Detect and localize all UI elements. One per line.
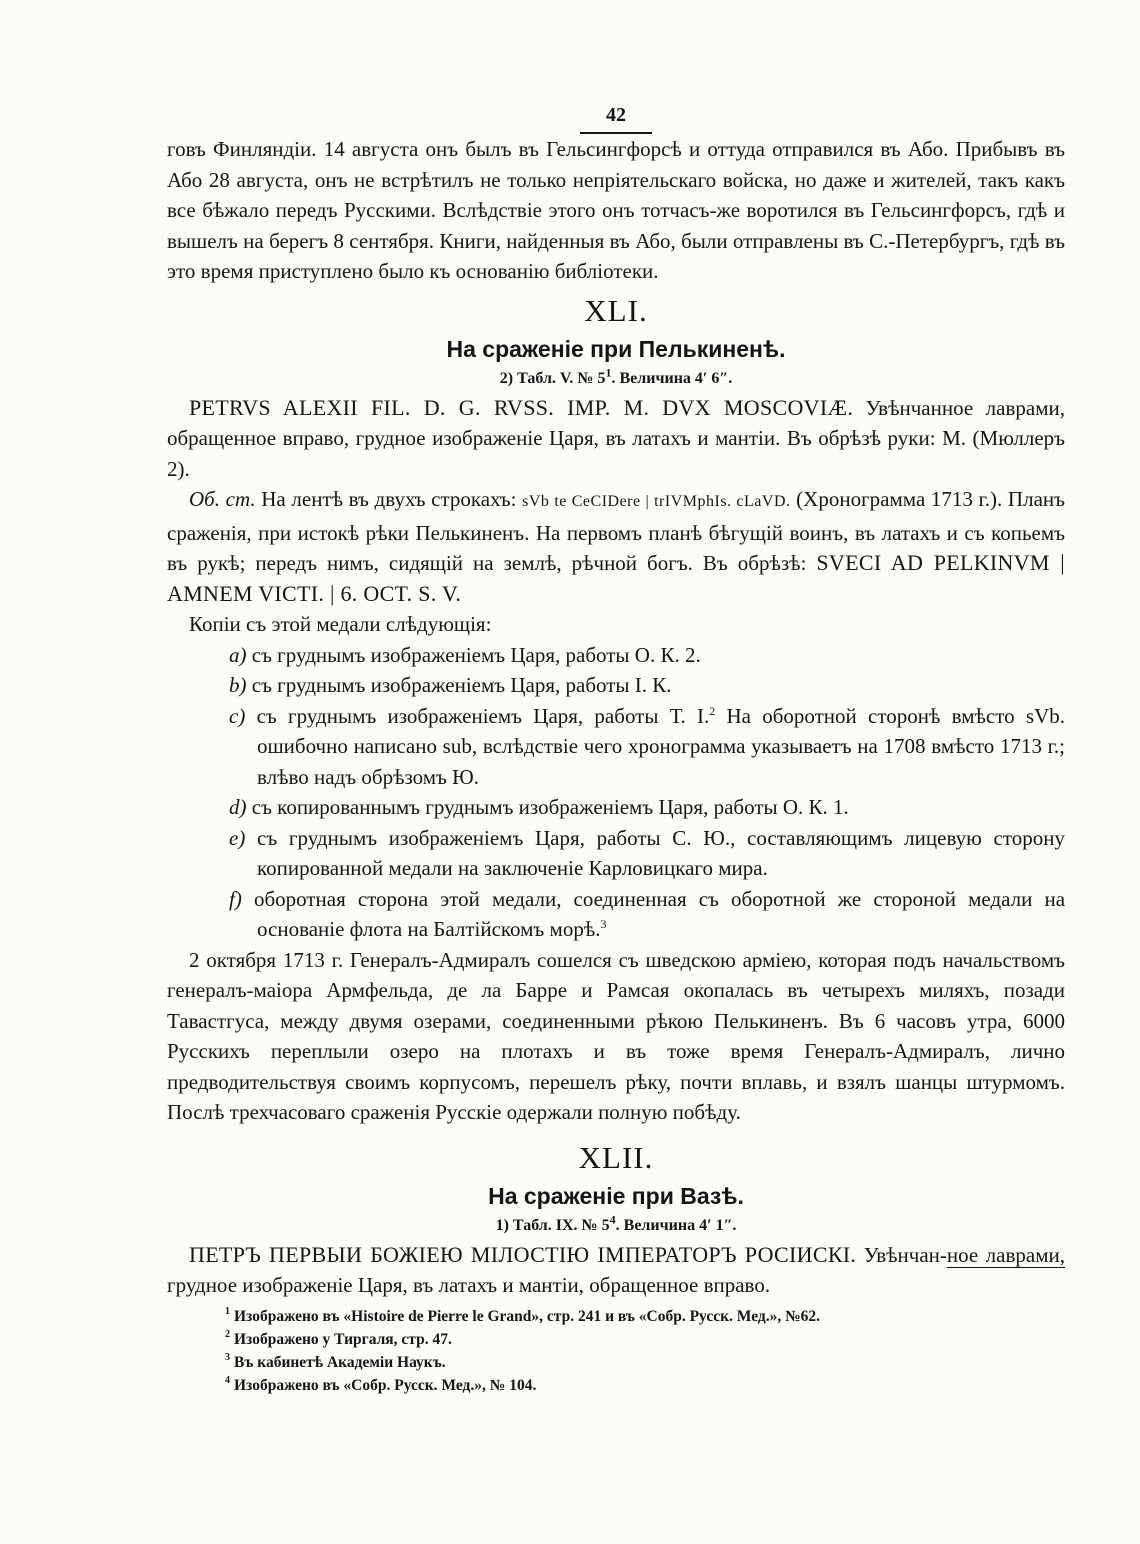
section-41-obverse: PETRVS ALEXII FIL. D. G. RVSS. IMP. M. DVX MOSCOVIÆ. Увѣнчанное лаврами, обращенное вправо, грудное изображеніе Царя, въ латахъ и мантіи. Въ обрѣзѣ руки: М. (Мюллеръ 2). <box>167 394 1065 481</box>
list-item: a) съ груднымъ изображеніемъ Царя, работы О. К. 2. <box>229 642 701 667</box>
section-41-title: На сраженіе при Пелькиненѣ. <box>446 335 786 362</box>
obverse-legend: ПЕТРЪ ПЕРВЫИ БОЖІЕЮ МІЛОСТІЮ ІМПЕРАТОРЪ РОСІИСКІ. <box>189 1241 857 1267</box>
obverse-legend: PETRVS ALEXII FIL. D. G. RVSS. IMP. M. DVX MOSCOVIÆ. <box>189 394 854 420</box>
exergue-legend: SVECI AD PELKINVM | AMNEM VICTI. | 6. OCT. S. V. <box>167 550 1065 606</box>
footnote: $^3$ Въ кабинетѣ Академіи Наукъ. <box>225 1352 446 1371</box>
section-41-number: XLI. <box>584 292 648 328</box>
reverse-label: Об. ст. <box>189 487 256 511</box>
list-item: e) съ груднымъ изображеніемъ Царя, работы С. Ю., составляющимъ лицевую сторону копированной медали на заключеніе Карловицкаго мира. <box>229 825 1066 880</box>
list-item: d) съ копированнымъ груднымъ изображеніемъ Царя, работы О. К. 1. <box>229 795 849 819</box>
list-item: f) оборотная сторона этой медали, соединенная съ оборотной же стороной медали на основаніе флота на Балтійскомъ морѣ.$^3$ <box>229 886 1066 941</box>
section-42-reference: 1) Табл. IX. № $5^4$. Величина 4′ 1″. <box>495 1212 737 1234</box>
copies-intro: Копіи съ этой медали слѣдующія: <box>189 612 492 636</box>
section-42-number: XLII. <box>578 1139 654 1175</box>
intro-paragraph: говъ Финляндіи. 14 августа онъ былъ въ Гельсингфорсѣ и оттуда отправился въ Або. Прибывъ въ Або 28 августа, онъ не встрѣтилъ не только непріятельскаго войска, но даже и жителей, такъ какъ все бѣжало передъ Русскими. Вслѣдствіе этого онъ тотчасъ-же воротился въ Гельсингфорсъ, гдѣ и вышелъ на берегъ 8 сентября. Книги, найденныя въ Або, были отправлены въ С.-Петербургъ, гдѣ въ это время приступлено было къ основанію библіотеки. <box>167 137 1065 283</box>
list-item: c) съ груднымъ изображеніемъ Царя, работы Т. І.$^2$ На оборотной сторонѣ вмѣсто sVb. ошибочно написано sub, вслѣдствіе чего хронограмма указываетъ на 1708 вмѣсто 1713 г.; влѣво надъ обрѣзомъ Ю. <box>229 703 1065 789</box>
variants-list <box>167 640 1065 945</box>
history-paragraph: 2 октября 1713 г. Генералъ-Адмиралъ сошелся съ шведскою арміею, которая подъ начальствомъ генералъ-маіора Армфельда, де ла Барре и Рамсая окопалась въ четырехъ миляхъ, позади Тавастгуса, между двумя озерами, соединенными рѣкою Пелькиненъ. Въ 6 часовъ утра, 6000 Русскихъ переплыли озеро на плотахъ и въ тоже время Генералъ-Адмиралъ, лично предводительствуя своимъ корпусомъ, перешелъ рѣку, почти вплавь, и взялъ шанцы штурмомъ. Послѣ трехчасоваго сраженія Русскіе одержали полную побѣду. <box>167 947 1065 1124</box>
section-42-title: На сраженіе при Вазѣ. <box>488 1182 744 1209</box>
footnotes <box>167 1305 1065 1397</box>
section-42-obverse: ПЕТРЪ ПЕРВЫИ БОЖІЕЮ МІЛОСТІЮ ІМПЕРАТОРЪ РОСІИСКІ. Увѣнчан-ное лаврами, грудное изображеніе Царя, въ латахъ и мантіи, обращенное вправо. <box>167 1241 1065 1297</box>
section-41-reverse: Об. ст. На лентѣ въ двухъ строкахъ: sVb te CeCIDere | trIVMphIs. cLaVD. (Хронограмма 1713 г.). Планъ сраженія, при истокѣ рѣки Пелькиненъ. На первомъ планѣ бѣгущій воинъ, въ латахъ и съ копьемъ въ рукѣ; передъ нимъ, сидящій на землѣ, рѣчной богъ. Въ обрѣзѣ: SVECI AD PELKINVM | AMNEM VICTI. | 6. OCT. S. V. <box>167 487 1065 606</box>
footnote: $^2$ Изображено у Тиргаля, стр. 47. <box>225 1329 452 1348</box>
page-number: 42 <box>167 100 1065 134</box>
footnote: $^4$ Изображено въ «Собр. Русск. Мед.», № 104. <box>225 1375 537 1394</box>
footnote: $^1$ Изображено въ «Histoire de Pierre le Grand», стр. 241 и въ «Собр. Русск. Мед.», №62. <box>225 1306 821 1325</box>
list-item: b) съ груднымъ изображеніемъ Царя, работы І. К. <box>229 673 672 697</box>
document-page <box>167 100 1065 1397</box>
chronogram: sVb te CeCIDere | trIVMphIs. cLaVD. <box>522 493 791 510</box>
section-41-reference: 2) Табл. V. № $5^1$. Величина 4′ 6″. <box>499 365 733 387</box>
